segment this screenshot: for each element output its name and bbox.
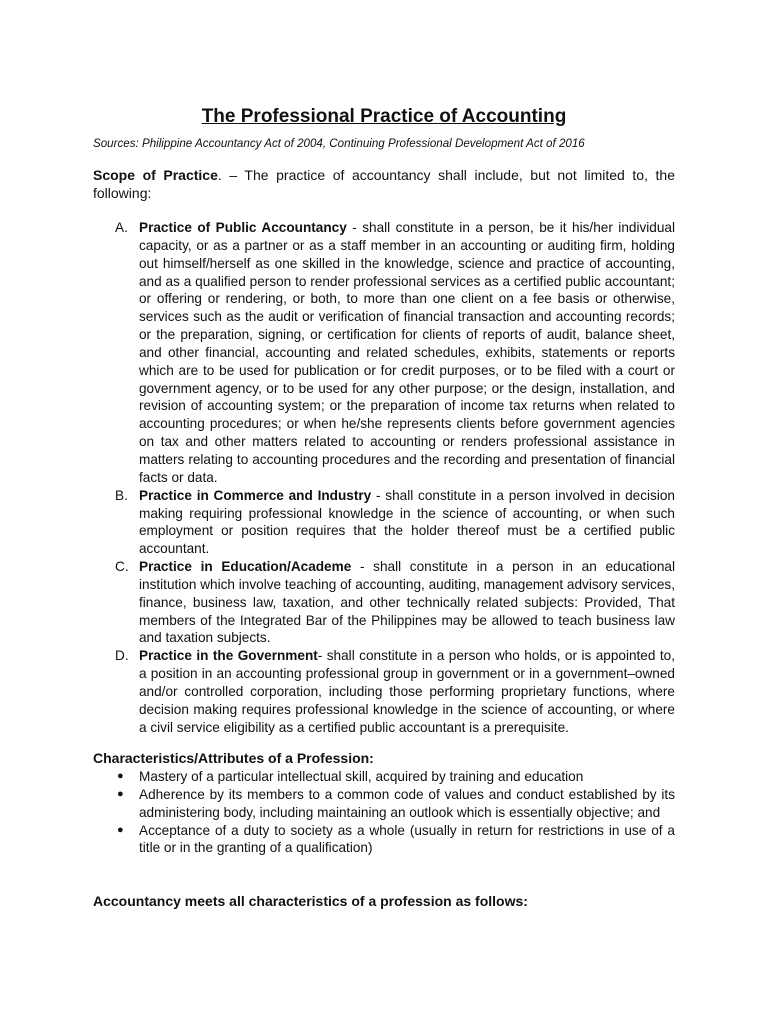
scope-paragraph bbox=[93, 166, 675, 202]
practice-list bbox=[93, 219, 675, 736]
practice-text: - shall constitute in a person, be it his/her individual capacity, or as a partner or as a staff member in an accounting or auditing firm, holding out himself/herself as one skilled in the knowledge, science and practice of accounting, and as a qualified person to render professional services as a certified public accountant; or offering or rendering, or both, to more than one client on a fee basis or otherwise, services such as the audit or verification of financial transaction and accounting records; or the preparation, signing, or certification for clients of reports of audit, balance sheet, and other financial, accounting and related schedules, exhibits, statements or reports which are to be used for publication or for credit purposes, or to be filed with a court or government agency, or to be used for any other purpose; or the design, installation, and revision of accounting system; or the preparation of income tax returns when related to accounting procedures; or when he/she represents clients before government agencies on tax and other matters related to accounting or renders professional assistance in matters relating to accounting procedures and the recording and presentation of financial facts or data. bbox=[139, 220, 675, 485]
list-marker: C. bbox=[115, 559, 129, 575]
list-item bbox=[93, 822, 675, 858]
practice-heading: Practice in Commerce and Industry bbox=[139, 487, 372, 503]
characteristics-heading: Characteristics/Attributes of a Profession: bbox=[93, 750, 374, 766]
scope-text: . – The practice of accountancy shall include, but not limited to, the following: bbox=[93, 167, 675, 201]
page-title: The Professional Practice of Accounting bbox=[201, 106, 567, 127]
practice-item-commerce bbox=[93, 487, 675, 558]
characteristics-list bbox=[93, 768, 675, 857]
practice-item-education bbox=[93, 558, 675, 647]
list-item-text: Acceptance of a duty to society as a whole (usually in return for restrictions in use of a title or in the granting of a qualification) bbox=[139, 822, 675, 856]
practice-item-public bbox=[93, 219, 675, 487]
list-marker: B. bbox=[115, 487, 128, 503]
list-marker: A. bbox=[115, 220, 128, 235]
practice-text: - shall constitute in a person who holds, or is appointed to, a position in an accounting professional group in government or in a government–owned and/or controlled corporation, including those performing proprietary functions, where decision making requires professional knowledge in the science of accounting, or where a civil service eligibility as a certified public accountant is a prerequisite. bbox=[139, 648, 675, 735]
scope-heading: Scope of Practice bbox=[93, 167, 218, 183]
list-marker: D. bbox=[115, 648, 129, 664]
practice-heading: Practice in the Government bbox=[139, 648, 318, 664]
list-item-text: Mastery of a particular intellectual skill, acquired by training and education bbox=[139, 769, 584, 784]
list-item bbox=[93, 786, 675, 822]
practice-text: - shall constitute in a person in an educational institution which involve teaching of accounting, auditing, management advisory services, finance, business law, taxation, and other technically related subjects: Provided, That members of the Integrated Bar of the Philippines may be allowed to teach business law and taxation subjects. bbox=[139, 559, 676, 646]
bullet-icon: ● bbox=[117, 823, 124, 836]
sources-line: Sources: Philippine Accountancy Act of 2004, Continuing Professional Development Act of 2016 bbox=[93, 137, 585, 150]
practice-heading: Practice in Education/Academe bbox=[139, 559, 352, 575]
list-item-text: Adherence by its members to a common code of values and conduct established by its administering body, including maintaining an outlook which is essentially objective; and bbox=[139, 786, 675, 820]
bullet-icon: ● bbox=[117, 787, 124, 800]
bullet-icon: ● bbox=[117, 770, 124, 782]
accountancy-heading: Accountancy meets all characteristics of a profession as follows: bbox=[93, 893, 528, 909]
practice-heading: Practice of Public Accountancy bbox=[139, 220, 347, 235]
practice-item-government bbox=[93, 647, 675, 736]
practice-text: - shall constitute in a person involved in decision making requiring professional knowledge in the science of accounting, or when such employment or position requires that the holder thereof must be a certified public accountant. bbox=[139, 487, 675, 557]
list-item bbox=[93, 768, 675, 786]
